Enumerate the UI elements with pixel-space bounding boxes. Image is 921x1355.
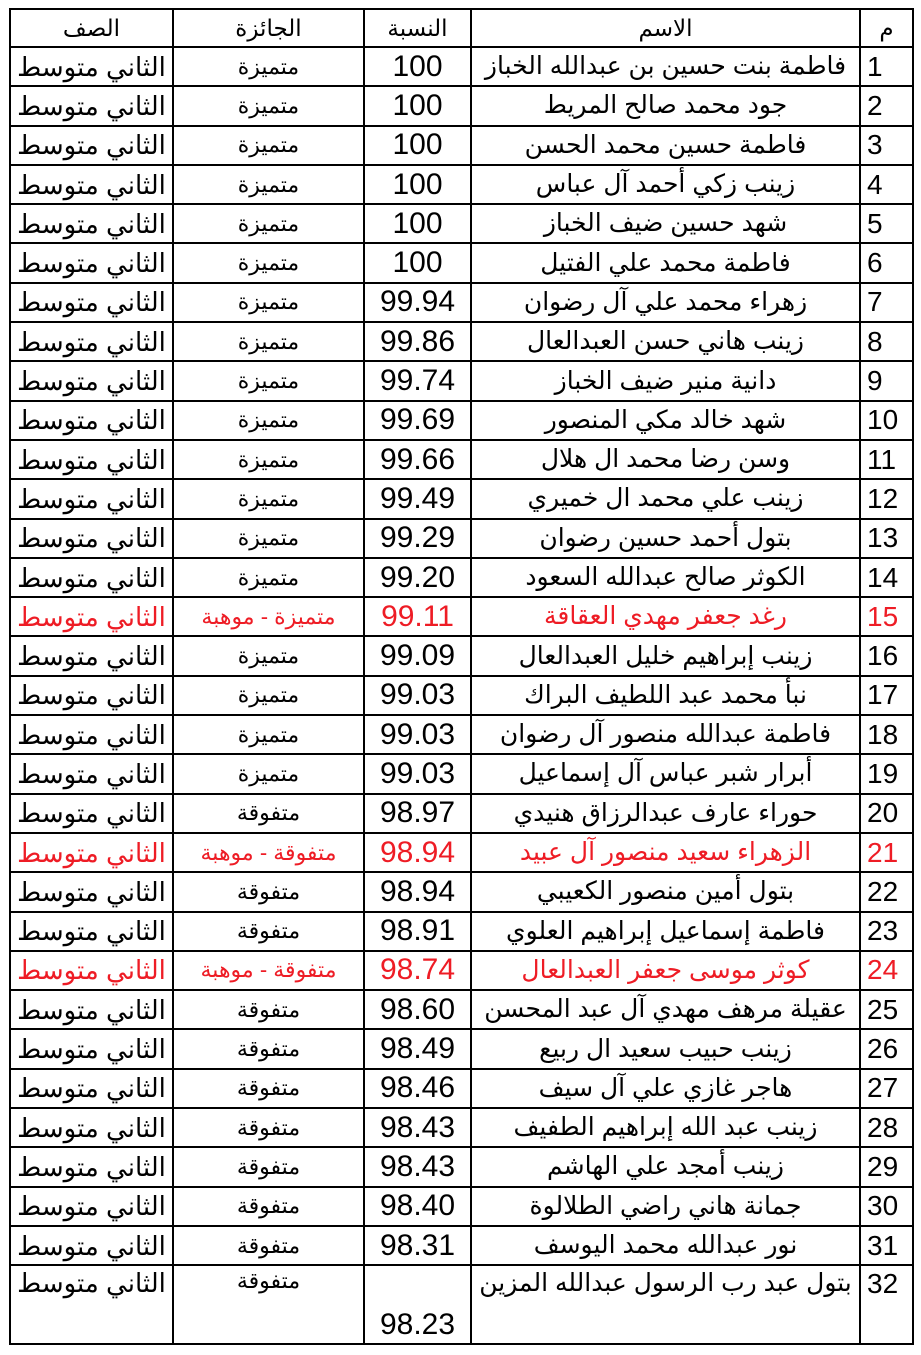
- header-grade: الصف: [10, 9, 173, 47]
- percent-cell: 98.94: [364, 872, 471, 911]
- student-name-cell: الكوثر صالح عبدالله السعود: [471, 558, 860, 597]
- student-name-cell: نور عبدالله محمد اليوسف: [471, 1226, 860, 1265]
- header-name: الاسم: [471, 9, 860, 47]
- grade-cell: الثاني متوسط: [10, 794, 173, 833]
- row-number-cell: 32: [860, 1265, 913, 1344]
- percent-cell: 99.86: [364, 322, 471, 361]
- table-row: [10, 794, 913, 833]
- student-name-cell: بتول عبد رب الرسول عبدالله المزين: [471, 1265, 860, 1344]
- student-name-cell: جمانة هاني راضي الطلالوة: [471, 1187, 860, 1226]
- student-name-cell: الزهراء سعيد منصور آل عبيد: [471, 833, 860, 872]
- row-number-cell: 14: [860, 558, 913, 597]
- table-row: [10, 126, 913, 165]
- percent-cell: 98.31: [364, 1226, 471, 1265]
- student-name-cell: بتول أمين منصور الكعيبي: [471, 872, 860, 911]
- grade-cell: الثاني متوسط: [10, 401, 173, 440]
- percent-cell: 98.91: [364, 912, 471, 951]
- student-name-cell: وسن رضا محمد ال هلال: [471, 440, 860, 479]
- grade-cell: الثاني متوسط: [10, 1029, 173, 1068]
- table-row: [10, 990, 913, 1029]
- grade-cell: الثاني متوسط: [10, 597, 173, 636]
- award-cell: متفوقة: [173, 1187, 364, 1226]
- student-name-cell: بتول أحمد حسين رضوان: [471, 519, 860, 558]
- student-name-cell: عقيلة مرهف مهدي آل عبد المحسن: [471, 990, 860, 1029]
- percent-cell: 100: [364, 126, 471, 165]
- percent-cell: 98.94: [364, 833, 471, 872]
- percent-cell: 100: [364, 47, 471, 86]
- award-cell: متميزة: [173, 283, 364, 322]
- table-row: [10, 1265, 913, 1344]
- percent-cell: 99.03: [364, 754, 471, 793]
- honor-roll-table: [9, 8, 914, 1345]
- grade-cell: الثاني متوسط: [10, 1226, 173, 1265]
- table-row: [10, 165, 913, 204]
- row-number-cell: 22: [860, 872, 913, 911]
- row-number-cell: 13: [860, 519, 913, 558]
- student-name-cell: شهد حسين ضيف الخباز: [471, 204, 860, 243]
- row-number-cell: 19: [860, 754, 913, 793]
- award-cell: متميزة: [173, 558, 364, 597]
- table-row: [10, 519, 913, 558]
- table-row: [10, 401, 913, 440]
- award-cell: متميزة: [173, 479, 364, 518]
- grade-cell: الثاني متوسط: [10, 519, 173, 558]
- percent-cell: 100: [364, 243, 471, 282]
- grade-cell: الثاني متوسط: [10, 872, 173, 911]
- award-cell: متميزة: [173, 440, 364, 479]
- row-number-cell: 25: [860, 990, 913, 1029]
- table-row: [10, 754, 913, 793]
- table-row: [10, 872, 913, 911]
- row-number-cell: 6: [860, 243, 913, 282]
- student-name-cell: زينب هاني حسن العبدالعال: [471, 322, 860, 361]
- percent-cell: 98.40: [364, 1187, 471, 1226]
- percent-cell: 98.43: [364, 1147, 471, 1186]
- table-row: [10, 1147, 913, 1186]
- award-cell: متميزة: [173, 519, 364, 558]
- percent-cell: 98.74: [364, 951, 471, 990]
- row-number-cell: 27: [860, 1069, 913, 1108]
- award-cell: متفوقة - موهبة: [173, 951, 364, 990]
- grade-cell: الثاني متوسط: [10, 126, 173, 165]
- award-cell: متميزة: [173, 401, 364, 440]
- table-row: [10, 86, 913, 125]
- award-cell: متميزة: [173, 204, 364, 243]
- table-row: [10, 1029, 913, 1068]
- percent-cell: 98.43: [364, 1108, 471, 1147]
- grade-cell: الثاني متوسط: [10, 1147, 173, 1186]
- grade-cell: الثاني متوسط: [10, 165, 173, 204]
- table-row: [10, 636, 913, 675]
- student-name-cell: زهراء محمد علي آل رضوان: [471, 283, 860, 322]
- row-number-cell: 11: [860, 440, 913, 479]
- grade-cell: الثاني متوسط: [10, 243, 173, 282]
- percent-cell: 98.49: [364, 1029, 471, 1068]
- header-num: م: [860, 9, 913, 47]
- percent-cell: 98.23: [364, 1265, 471, 1344]
- grade-cell: الثاني متوسط: [10, 833, 173, 872]
- table-row: [10, 951, 913, 990]
- grade-cell: الثاني متوسط: [10, 361, 173, 400]
- grade-cell: الثاني متوسط: [10, 47, 173, 86]
- award-cell: متميزة: [173, 86, 364, 125]
- percent-cell: 99.20: [364, 558, 471, 597]
- percent-cell: 100: [364, 165, 471, 204]
- table-row: [10, 361, 913, 400]
- percent-cell: 98.97: [364, 794, 471, 833]
- percent-cell: 99.03: [364, 715, 471, 754]
- student-name-cell: رغد جعفر مهدي العقاقة: [471, 597, 860, 636]
- table-row: [10, 1108, 913, 1147]
- grade-cell: الثاني متوسط: [10, 715, 173, 754]
- table-row: [10, 676, 913, 715]
- student-name-cell: زينب عبد الله إبراهيم الطفيف: [471, 1108, 860, 1147]
- student-name-cell: فاطمة عبدالله منصور آل رضوان: [471, 715, 860, 754]
- percent-cell: 99.94: [364, 283, 471, 322]
- row-number-cell: 7: [860, 283, 913, 322]
- table-row: [10, 1069, 913, 1108]
- row-number-cell: 2: [860, 86, 913, 125]
- grade-cell: الثاني متوسط: [10, 86, 173, 125]
- row-number-cell: 1: [860, 47, 913, 86]
- award-cell: متفوقة: [173, 872, 364, 911]
- row-number-cell: 21: [860, 833, 913, 872]
- grade-cell: الثاني متوسط: [10, 558, 173, 597]
- table-row: [10, 597, 913, 636]
- row-number-cell: 18: [860, 715, 913, 754]
- student-name-cell: فاطمة حسين محمد الحسن: [471, 126, 860, 165]
- row-number-cell: 10: [860, 401, 913, 440]
- grade-cell: الثاني متوسط: [10, 1265, 173, 1344]
- row-number-cell: 31: [860, 1226, 913, 1265]
- grade-cell: الثاني متوسط: [10, 1108, 173, 1147]
- row-number-cell: 29: [860, 1147, 913, 1186]
- table-row: [10, 283, 913, 322]
- row-number-cell: 30: [860, 1187, 913, 1226]
- header-percent: النسبة: [364, 9, 471, 47]
- row-number-cell: 26: [860, 1029, 913, 1068]
- student-name-cell: هاجر غازي علي آل سيف: [471, 1069, 860, 1108]
- row-number-cell: 17: [860, 676, 913, 715]
- grade-cell: الثاني متوسط: [10, 951, 173, 990]
- table-row: [10, 47, 913, 86]
- percent-cell: 99.09: [364, 636, 471, 675]
- grade-cell: الثاني متوسط: [10, 1069, 173, 1108]
- award-cell: متميزة: [173, 322, 364, 361]
- student-name-cell: نبأ محمد عبد اللطيف البراك: [471, 676, 860, 715]
- student-name-cell: فاطمة بنت حسين بن عبدالله الخباز: [471, 47, 860, 86]
- grade-cell: الثاني متوسط: [10, 676, 173, 715]
- percent-cell: 99.74: [364, 361, 471, 400]
- row-number-cell: 8: [860, 322, 913, 361]
- row-number-cell: 20: [860, 794, 913, 833]
- student-name-cell: جود محمد صالح المريط: [471, 86, 860, 125]
- percent-cell: 99.11: [364, 597, 471, 636]
- award-cell: متفوقة: [173, 990, 364, 1029]
- table-row: [10, 558, 913, 597]
- grade-cell: الثاني متوسط: [10, 479, 173, 518]
- award-cell: متميزة: [173, 126, 364, 165]
- percent-cell: 100: [364, 204, 471, 243]
- row-number-cell: 28: [860, 1108, 913, 1147]
- award-cell: متفوقة: [173, 1029, 364, 1068]
- row-number-cell: 9: [860, 361, 913, 400]
- row-number-cell: 3: [860, 126, 913, 165]
- student-name-cell: كوثر موسى جعفر العبدالعال: [471, 951, 860, 990]
- percent-cell: 99.03: [364, 676, 471, 715]
- grade-cell: الثاني متوسط: [10, 990, 173, 1029]
- header-award: الجائزة: [173, 9, 364, 47]
- award-cell: متفوقة: [173, 1069, 364, 1108]
- percent-cell: 99.69: [364, 401, 471, 440]
- award-cell: متفوقة: [173, 912, 364, 951]
- student-name-cell: زينب علي محمد ال خميري: [471, 479, 860, 518]
- grade-cell: الثاني متوسط: [10, 322, 173, 361]
- row-number-cell: 23: [860, 912, 913, 951]
- table-row: [10, 715, 913, 754]
- percent-cell: 99.66: [364, 440, 471, 479]
- grade-cell: الثاني متوسط: [10, 754, 173, 793]
- student-name-cell: حوراء عارف عبدالرزاق هنيدي: [471, 794, 860, 833]
- student-name-cell: زينب زكي أحمد آل عباس: [471, 165, 860, 204]
- row-number-cell: 4: [860, 165, 913, 204]
- table-row: [10, 322, 913, 361]
- award-cell: متفوقة: [173, 794, 364, 833]
- grade-cell: الثاني متوسط: [10, 204, 173, 243]
- table-row: [10, 479, 913, 518]
- award-cell: متميزة: [173, 676, 364, 715]
- student-name-cell: دانية منير ضيف الخباز: [471, 361, 860, 400]
- table-row: [10, 1226, 913, 1265]
- student-name-cell: زينب أمجد علي الهاشم: [471, 1147, 860, 1186]
- table-row: [10, 833, 913, 872]
- award-cell: متميزة: [173, 361, 364, 400]
- table-row: [10, 204, 913, 243]
- table-row: [10, 1187, 913, 1226]
- row-number-cell: 5: [860, 204, 913, 243]
- row-number-cell: 15: [860, 597, 913, 636]
- table-row: [10, 912, 913, 951]
- student-name-cell: زينب حبيب سعيد ال ربيع: [471, 1029, 860, 1068]
- award-cell: متفوقة: [173, 1265, 364, 1344]
- student-name-cell: شهد خالد مكي المنصور: [471, 401, 860, 440]
- grade-cell: الثاني متوسط: [10, 283, 173, 322]
- table-row: [10, 243, 913, 282]
- grade-cell: الثاني متوسط: [10, 912, 173, 951]
- student-name-cell: أبرار شبر عباس آل إسماعيل: [471, 754, 860, 793]
- award-cell: متميزة: [173, 243, 364, 282]
- award-cell: متميزة: [173, 165, 364, 204]
- table-row: [10, 440, 913, 479]
- percent-cell: 100: [364, 86, 471, 125]
- row-number-cell: 24: [860, 951, 913, 990]
- award-cell: متميزة: [173, 636, 364, 675]
- award-cell: متميزة: [173, 715, 364, 754]
- grade-cell: الثاني متوسط: [10, 1187, 173, 1226]
- percent-cell: 98.46: [364, 1069, 471, 1108]
- percent-cell: 99.29: [364, 519, 471, 558]
- award-cell: متفوقة: [173, 1108, 364, 1147]
- percent-cell: 99.49: [364, 479, 471, 518]
- student-name-cell: زينب إبراهيم خليل العبدالعال: [471, 636, 860, 675]
- award-cell: متفوقة - موهبة: [173, 833, 364, 872]
- grade-cell: الثاني متوسط: [10, 440, 173, 479]
- row-number-cell: 12: [860, 479, 913, 518]
- award-cell: متميزة - موهبة: [173, 597, 364, 636]
- student-name-cell: فاطمة محمد علي الفتيل: [471, 243, 860, 282]
- row-number-cell: 16: [860, 636, 913, 675]
- header-row: [10, 9, 913, 47]
- student-name-cell: فاطمة إسماعيل إبراهيم العلوي: [471, 912, 860, 951]
- award-cell: متفوقة: [173, 1226, 364, 1265]
- grade-cell: الثاني متوسط: [10, 636, 173, 675]
- award-cell: متميزة: [173, 47, 364, 86]
- percent-cell: 98.60: [364, 990, 471, 1029]
- award-cell: متفوقة: [173, 1147, 364, 1186]
- award-cell: متميزة: [173, 754, 364, 793]
